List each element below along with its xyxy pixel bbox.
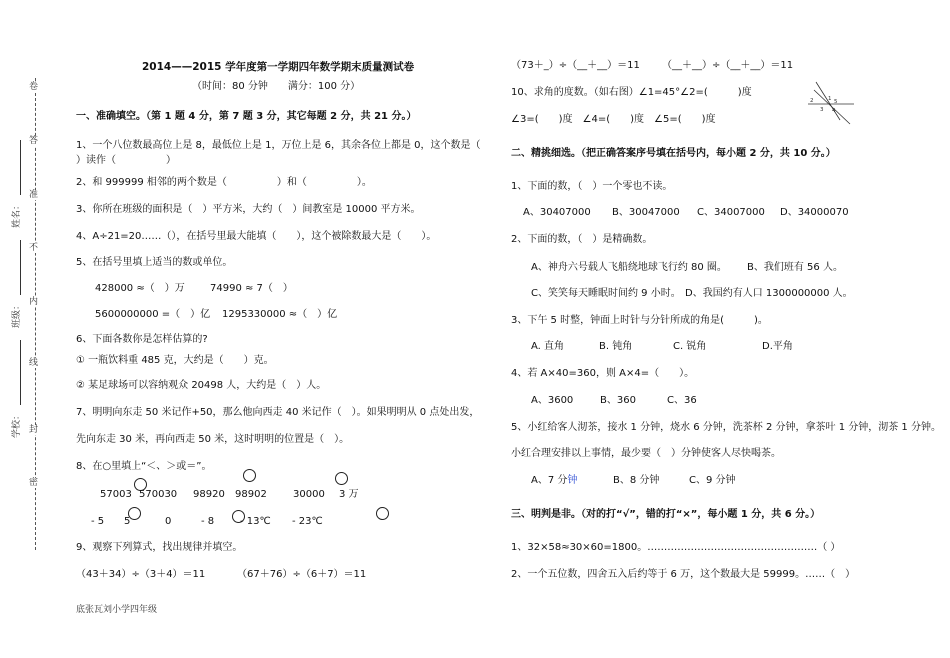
- s2q4-option: A、3600: [531, 395, 574, 406]
- section3-heading: 三、明判是非。（对的打“√”，错的打“×”，每小题 1 分，共 6 分。）: [511, 509, 821, 520]
- seal-char: 封: [29, 425, 39, 435]
- s2q5-option-a-link[interactable]: 钟: [567, 475, 578, 486]
- s2q2-option-b: B、我们班有 56 人。: [747, 262, 843, 273]
- s2q3-option: B. 钝角: [599, 341, 633, 352]
- q8-row2-item: 0: [165, 516, 172, 527]
- class-label: 班级：: [12, 300, 23, 329]
- seal-char: 线: [29, 358, 39, 368]
- compare-circle[interactable]: [335, 472, 348, 485]
- q9-b: （67＋76）÷（6＋7）＝11: [237, 569, 367, 580]
- angle-label: 5: [834, 99, 838, 105]
- name-underline: [20, 140, 21, 195]
- compare-circle[interactable]: [376, 507, 389, 520]
- s2q5-option-a: [531, 474, 577, 487]
- s2q5-option: C、9 分钟: [689, 475, 736, 486]
- s2q5-line1: 5、小红给客人沏茶，接水 1 分钟，烧水 6 分钟，洗茶杯 2 分钟，拿茶叶 1 分钟，沏茶 1 分钟。: [511, 422, 941, 433]
- s2q3-option: A. 直角: [531, 341, 565, 352]
- s2q3-option: C. 锐角: [673, 341, 707, 352]
- q8-row1-item: 3 万: [339, 489, 359, 500]
- angle-figure: [806, 80, 856, 126]
- angle-label: 4: [832, 108, 836, 114]
- footer-school: 底张瓦刘小学四年级: [76, 605, 158, 615]
- q5-c: 5600000000 =（ ）亿: [95, 309, 211, 320]
- s2q5-option: B、8 分钟: [613, 475, 660, 486]
- s2q2: 2、下面的数，（ ）是精确数。: [511, 234, 653, 245]
- q7-line1: 7、明明向东走 50 米记作+50，那么他向西走 40 米记作（ ）。如果明明从 0 点处出发，: [76, 407, 480, 418]
- seal-char: 准: [29, 190, 39, 200]
- q6-1: ① 一瓶饮料重 485 克，大约是（ ）克。: [76, 355, 274, 366]
- seal-char: 内: [29, 297, 39, 307]
- s2q5-option-a-text: A、7 分: [531, 475, 568, 486]
- q9-d: （__＋__）÷（__＋__）＝11: [662, 60, 794, 71]
- s2q1-option: C、34007000: [697, 207, 765, 218]
- q5-b: 74990 ≈ 7（ ）: [210, 283, 293, 294]
- section2-heading: 二、精挑细选。（把正确答案序号填在括号内，每小题 2 分，共 10 分。）: [511, 148, 836, 159]
- q9: 9、观察下列算式，找出规律并填空。: [76, 542, 243, 553]
- q8-row2-item: 5: [124, 516, 131, 527]
- q5-a: 428000 ≈（ ）万: [95, 283, 185, 294]
- q8-row1-item: 570030: [139, 489, 178, 500]
- s2q1: 1、下面的数，（ ）一个零也不读。: [511, 181, 673, 192]
- q8-row1-item: 57003: [100, 489, 132, 500]
- class-underline: [20, 240, 21, 295]
- s2q3-option: D.平角: [762, 341, 793, 352]
- q3: 3、你所在班级的面积是（ ）平方米，大约（ ）间教室是 10000 平方米。: [76, 204, 421, 215]
- q2: 2、和 999999 相邻的两个数是（ ）和（ ）。: [76, 177, 372, 188]
- s2q1-option: B、30047000: [612, 207, 680, 218]
- s2q1-option: D、34000070: [780, 207, 849, 218]
- seal-char: 密: [29, 478, 39, 488]
- q5-d: 1295330000 ≈（ ）亿: [222, 309, 338, 320]
- q8-row2-item: - 13℃: [240, 516, 271, 527]
- s2q5-line2: 小红合理安排以上事情，最少要（ ）分钟使客人尽快喝茶。: [511, 448, 781, 459]
- q4: 4、A÷21=20……（），在括号里最大能填（ ），这个被除数最大是（ ）。: [76, 231, 437, 242]
- q9-c: （73＋_）÷（__＋__）＝11: [511, 60, 640, 71]
- q6-2: ② 某足球场可以容纳观众 20498 人，大约是（ ）人。: [76, 380, 327, 391]
- q7-line2: 先向东走 30 米，再向西走 50 米，这时明明的位置是（ ）。: [76, 434, 350, 445]
- q1-line2: ）读作（ ）: [76, 155, 176, 166]
- s2q4-option: B、360: [600, 395, 636, 406]
- q8-row2-item: - 8: [201, 516, 215, 527]
- seal-char: 卷: [29, 82, 39, 92]
- school-underline: [20, 340, 21, 405]
- exam-subtitle: （时间：80 分钟 满分：100 分）: [192, 81, 361, 92]
- angle-label: 1: [828, 96, 832, 102]
- q9-a: （43＋34）÷（3＋4）＝11: [76, 569, 206, 580]
- s2q2-option-d: D、我国约有人口 1300000000 人。: [685, 288, 853, 299]
- seal-char: 答: [29, 136, 39, 146]
- name-label: 姓名：: [12, 200, 23, 229]
- seal-char: 不: [29, 243, 39, 253]
- s2q2-option-a: A、神舟六号载人飞船绕地球飞行约 80 圈。: [531, 262, 727, 273]
- s2q4-option: C、36: [667, 395, 697, 406]
- s2q4: 4、若 A×40=360，则 A×4=（ ）。: [511, 368, 695, 379]
- s3q2: 2、一个五位数，四舍五入后约等于 6 万，这个数最大是 59999。……（ ）: [511, 569, 856, 580]
- q8-row2-item: - 5: [91, 516, 105, 527]
- section1-heading: 一、准确填空。（第 1 题 4 分，第 7 题 3 分，其它每题 2 分，共 21 分。）: [76, 111, 417, 122]
- q5: 5、在括号里填上适当的数或单位。: [76, 257, 233, 268]
- compare-circle[interactable]: [243, 469, 256, 482]
- q8: 8、在○里填上“＜、＞或＝”。: [76, 461, 212, 472]
- q8-row1-item: 98920: [193, 489, 225, 500]
- angle-label: 3: [820, 107, 824, 113]
- q8-row1-item: 30000: [293, 489, 325, 500]
- s3q1: 1、32×58≈30×60=1800。……………………………………………（ ）: [511, 542, 841, 553]
- q10-line2: ∠3=( )度 ∠4=( )度 ∠5=( )度: [511, 114, 716, 125]
- s2q2-option-c: C、笑笑每天睡眠时间约 9 小时。: [531, 288, 681, 299]
- q8-row2-item: - 23℃: [292, 516, 323, 527]
- exam-title: 2014——2015 学年度第一学期四年数学期末质量测试卷: [142, 61, 415, 73]
- q6: 6、下面各数你是怎样估算的?: [76, 334, 208, 345]
- school-label: 学校：: [12, 410, 23, 439]
- q1-line1: 1、一个八位数最高位上是 8，最低位上是 1，万位上是 6，其余各位上都是 0，这个数是（: [76, 140, 481, 151]
- s2q1-option: A、30407000: [523, 207, 591, 218]
- q10-line1: 10、求角的度数。（如右图）∠1=45°∠2=( )度: [511, 87, 752, 98]
- s2q3: 3、下午 5 时整，钟面上时针与分针所成的角是( )。: [511, 315, 768, 326]
- q8-row1-item: 98902: [235, 489, 267, 500]
- angle-label: 2: [810, 98, 814, 104]
